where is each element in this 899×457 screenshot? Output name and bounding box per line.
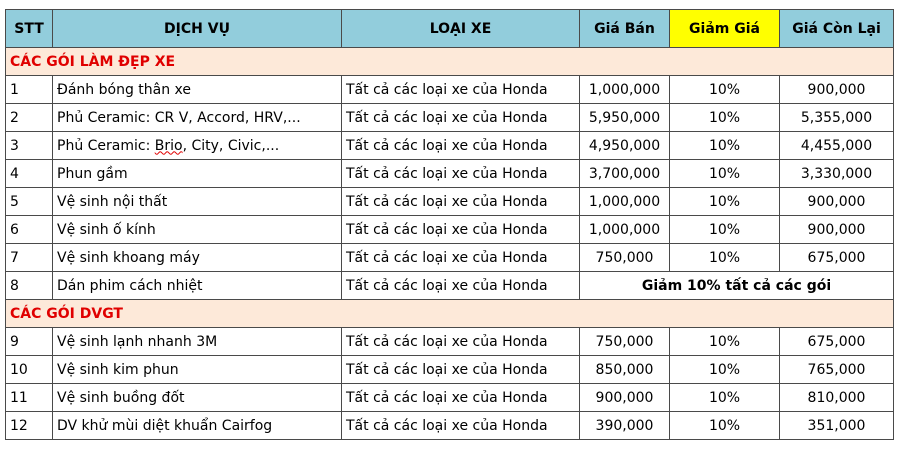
- row-vehicle: Tất cả các loại xe của Honda: [342, 244, 580, 272]
- row-vehicle: Tất cả các loại xe của Honda: [342, 104, 580, 132]
- row-stt: 3: [6, 132, 53, 160]
- row-service: Vệ sinh nội thất: [53, 188, 342, 216]
- row-vehicle: Tất cả các loại xe của Honda: [342, 188, 580, 216]
- section-title: CÁC GÓI DVGT: [6, 300, 894, 328]
- row-discount: 10%: [670, 132, 780, 160]
- section-row-dvgt: [6, 300, 894, 328]
- row-remaining: 900,000: [780, 188, 894, 216]
- header-vehicle: LOẠI XE: [342, 10, 580, 48]
- row-discount: 10%: [670, 328, 780, 356]
- row-vehicle: Tất cả các loại xe của Honda: [342, 384, 580, 412]
- row-remaining: 675,000: [780, 244, 894, 272]
- row-discount: 10%: [670, 160, 780, 188]
- header-remaining: Giá Còn Lại: [780, 10, 894, 48]
- row-remaining: 810,000: [780, 384, 894, 412]
- row-price: 850,000: [580, 356, 670, 384]
- row-price: 1,000,000: [580, 216, 670, 244]
- price-table: [5, 9, 894, 440]
- row-price: 750,000: [580, 244, 670, 272]
- section-title: CÁC GÓI LÀM ĐẸP XE: [6, 48, 894, 76]
- table-row: [6, 244, 894, 272]
- row-stt: 7: [6, 244, 53, 272]
- row-discount: 10%: [670, 356, 780, 384]
- table-row: [6, 132, 894, 160]
- row-discount: 10%: [670, 104, 780, 132]
- row-remaining: 675,000: [780, 328, 894, 356]
- row-stt: 9: [6, 328, 53, 356]
- header-row: [6, 10, 894, 48]
- row-service: Phun gầm: [53, 160, 342, 188]
- table-row: [6, 76, 894, 104]
- row-vehicle: Tất cả các loại xe của Honda: [342, 356, 580, 384]
- row-vehicle: Tất cả các loại xe của Honda: [342, 272, 580, 300]
- row-stt: 1: [6, 76, 53, 104]
- row-remaining: 351,000: [780, 412, 894, 440]
- row-price: 1,000,000: [580, 76, 670, 104]
- row-discount: 10%: [670, 384, 780, 412]
- row-remaining: 5,355,000: [780, 104, 894, 132]
- table-row: [6, 104, 894, 132]
- row-price: 390,000: [580, 412, 670, 440]
- header-price: Giá Bán: [580, 10, 670, 48]
- row-service: Đánh bóng thân xe: [53, 76, 342, 104]
- row-discount: 10%: [670, 76, 780, 104]
- header-discount: Giảm Giá: [670, 10, 780, 48]
- row-service: Vệ sinh kim phun: [53, 356, 342, 384]
- section-row-beauty: [6, 48, 894, 76]
- row-promo-note: Giảm 10% tất cả các gói: [580, 272, 894, 300]
- row-stt: 11: [6, 384, 53, 412]
- row-stt: 6: [6, 216, 53, 244]
- row-vehicle: Tất cả các loại xe của Honda: [342, 328, 580, 356]
- row-service: Phủ Ceramic: CR V, Accord, HRV,...: [53, 104, 342, 132]
- row-remaining: 765,000: [780, 356, 894, 384]
- row-discount: 10%: [670, 216, 780, 244]
- row-stt: 10: [6, 356, 53, 384]
- row-remaining: 3,330,000: [780, 160, 894, 188]
- row-service: [53, 132, 342, 160]
- row-service: Vệ sinh ố kính: [53, 216, 342, 244]
- row-stt: 12: [6, 412, 53, 440]
- row-stt: 4: [6, 160, 53, 188]
- row-service: DV khử mùi diệt khuẩn Cairfog: [53, 412, 342, 440]
- row-price: 750,000: [580, 328, 670, 356]
- row-price: 4,950,000: [580, 132, 670, 160]
- row-stt: 5: [6, 188, 53, 216]
- row-discount: 10%: [670, 188, 780, 216]
- table-row: [6, 272, 894, 300]
- spellcheck-word: Brio: [154, 137, 183, 154]
- row-price: 1,000,000: [580, 188, 670, 216]
- row-service: Dán phim cách nhiệt: [53, 272, 342, 300]
- header-stt: STT: [6, 10, 53, 48]
- row-price: 5,950,000: [580, 104, 670, 132]
- row-vehicle: Tất cả các loại xe của Honda: [342, 76, 580, 104]
- table-row: [6, 160, 894, 188]
- table-row: [6, 328, 894, 356]
- row-service: Vệ sinh khoang máy: [53, 244, 342, 272]
- row-price: 3,700,000: [580, 160, 670, 188]
- table-row: [6, 412, 894, 440]
- row-vehicle: Tất cả các loại xe của Honda: [342, 132, 580, 160]
- row-remaining: 4,455,000: [780, 132, 894, 160]
- row-vehicle: Tất cả các loại xe của Honda: [342, 160, 580, 188]
- table-row: [6, 356, 894, 384]
- row-discount: 10%: [670, 244, 780, 272]
- row-vehicle: Tất cả các loại xe của Honda: [342, 412, 580, 440]
- service-text-pre: Phủ Ceramic:: [57, 137, 155, 154]
- row-vehicle: Tất cả các loại xe của Honda: [342, 216, 580, 244]
- row-stt: 8: [6, 272, 53, 300]
- service-text-post: , City, Civic,...: [182, 137, 280, 154]
- row-service: Vệ sinh buồng đốt: [53, 384, 342, 412]
- row-stt: 2: [6, 104, 53, 132]
- row-discount: 10%: [670, 412, 780, 440]
- header-service: DỊCH VỤ: [53, 10, 342, 48]
- row-price: 900,000: [580, 384, 670, 412]
- table-row: [6, 188, 894, 216]
- table-row: [6, 384, 894, 412]
- row-remaining: 900,000: [780, 76, 894, 104]
- row-service: Vệ sinh lạnh nhanh 3M: [53, 328, 342, 356]
- table-row: [6, 216, 894, 244]
- row-remaining: 900,000: [780, 216, 894, 244]
